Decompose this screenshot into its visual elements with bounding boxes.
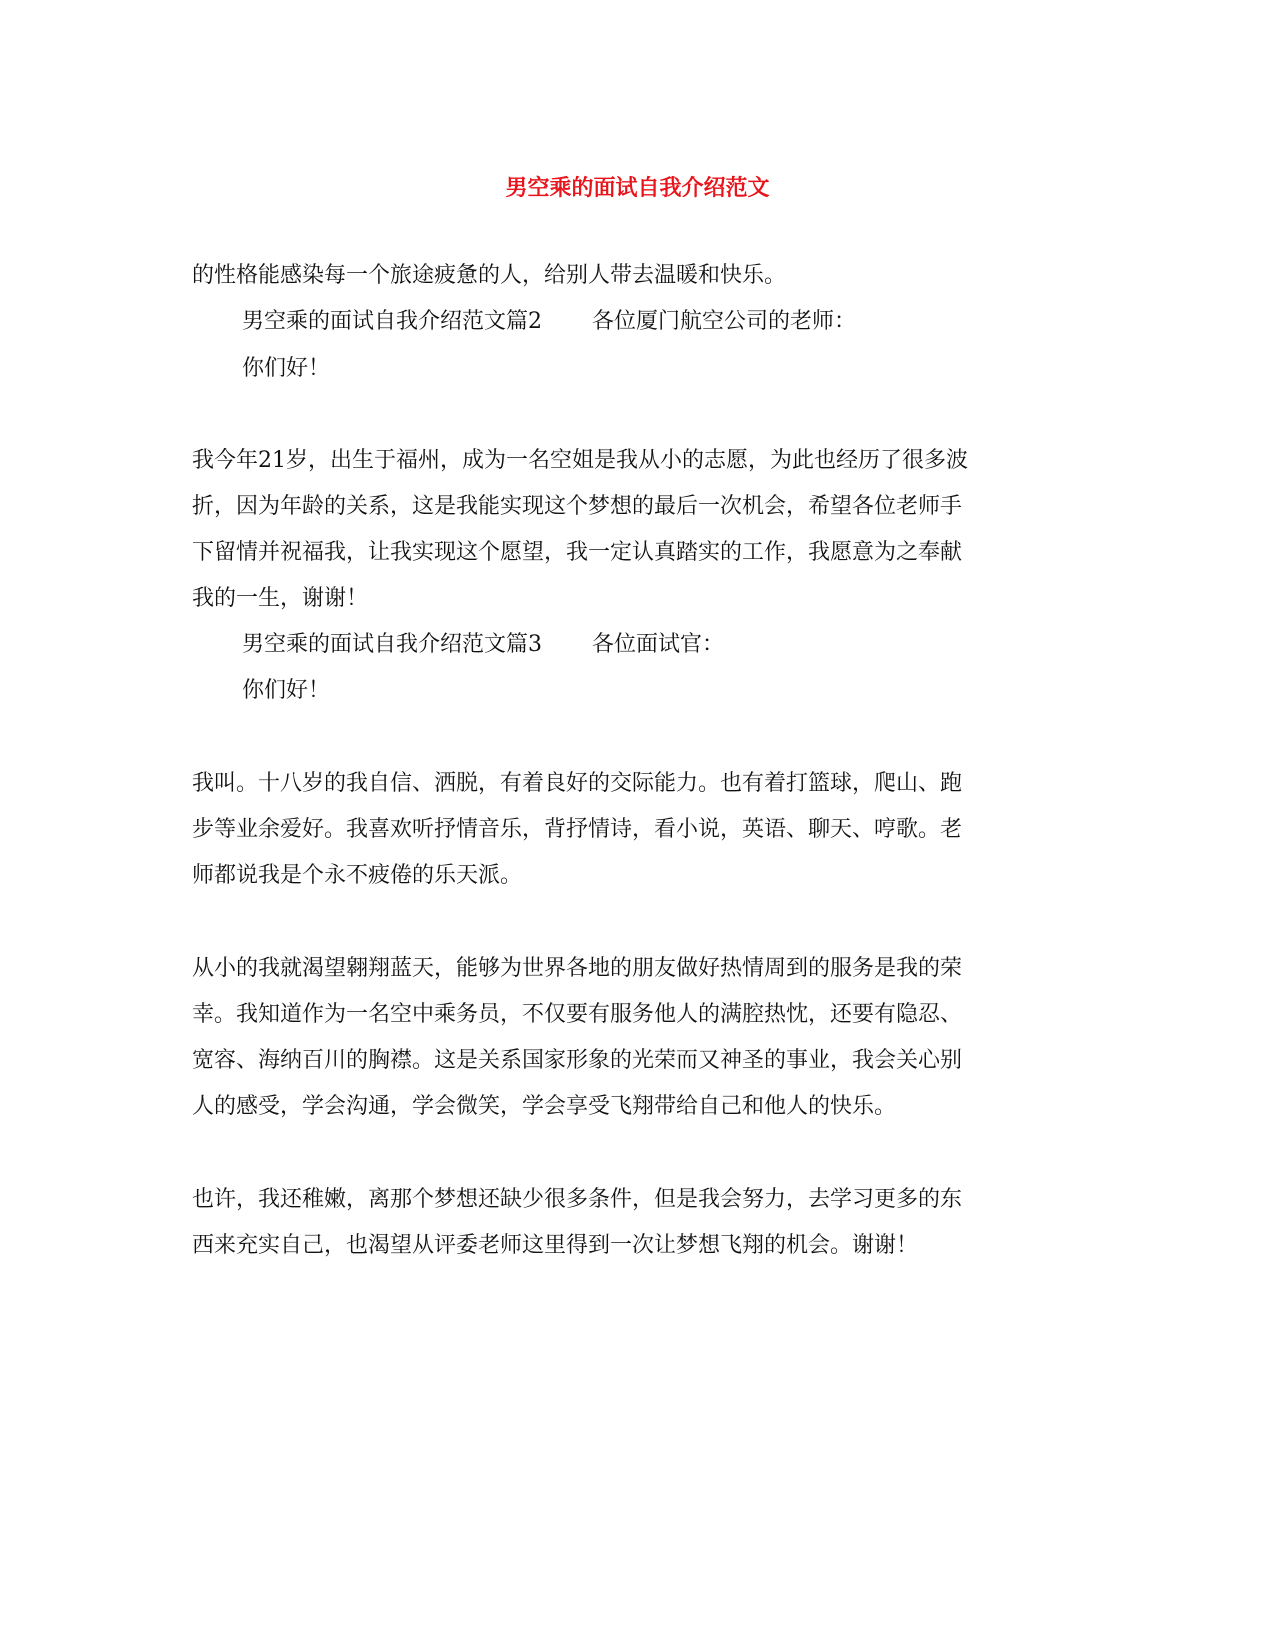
paragraph-line: 折，因为年龄的关系，这是我能实现这个梦想的最后一次机会，希望各位老师手 — [192, 494, 963, 519]
paragraph-line: 下留情并祝福我，让我实现这个愿望，我一定认真踏实的工作，我愿意为之奉献 — [192, 540, 963, 565]
paragraph-line: 步等业余爱好。我喜欢听抒情音乐，背抒情诗，看小说，英语、聊天、哼歌。老 — [192, 817, 963, 842]
section-heading-line — [242, 630, 1142, 660]
paragraph-line: 宽容、海纳百川的胸襟。这是关系国家形象的光荣而又神圣的事业，我会关心别 — [192, 1048, 963, 1073]
paragraph-line: 人的感受，学会沟通，学会微笑，学会享受飞翔带给自己和他人的快乐。 — [192, 1094, 897, 1119]
document-title: 男空乘的面试自我介绍范文 — [505, 176, 770, 201]
section-heading: 男空乘的面试自我介绍范文篇2 — [242, 309, 542, 334]
paragraph-line: 我的一生，谢谢！ — [192, 586, 369, 611]
section-heading-line — [242, 307, 1142, 337]
paragraph-line: 我今年21岁，出生于福州，成为一名空姐是我从小的志愿，为此也经历了很多波 — [192, 448, 968, 473]
paragraph-line: 的性格能感染每一个旅途疲惫的人，给别人带去温暖和快乐。 — [192, 263, 787, 288]
paragraph-line: 师都说我是个永不疲倦的乐天派。 — [192, 863, 523, 888]
salutation: 各位厦门航空公司的老师： — [592, 309, 857, 334]
paragraph-line: 也许，我还稚嫩，离那个梦想还缺少很多条件，但是我会努力，去学习更多的东 — [192, 1187, 963, 1212]
greeting: 你们好！ — [242, 678, 331, 703]
salutation: 各位面试官： — [592, 632, 725, 657]
greeting: 你们好！ — [242, 356, 331, 381]
section-heading: 男空乘的面试自我介绍范文篇3 — [242, 632, 542, 657]
paragraph-line: 西来充实自己，也渴望从评委老师这里得到一次让梦想飞翔的机会。谢谢！ — [192, 1233, 919, 1258]
paragraph-line: 我叫。十八岁的我自信、洒脱，有着良好的交际能力。也有着打篮球，爬山、跑 — [192, 771, 963, 796]
paragraph-line: 幸。我知道作为一名空中乘务员，不仅要有服务他人的满腔热忱，还要有隐忍、 — [192, 1002, 963, 1027]
paragraph-line: 从小的我就渴望翱翔蓝天，能够为世界各地的朋友做好热情周到的服务是我的荣 — [192, 956, 963, 981]
